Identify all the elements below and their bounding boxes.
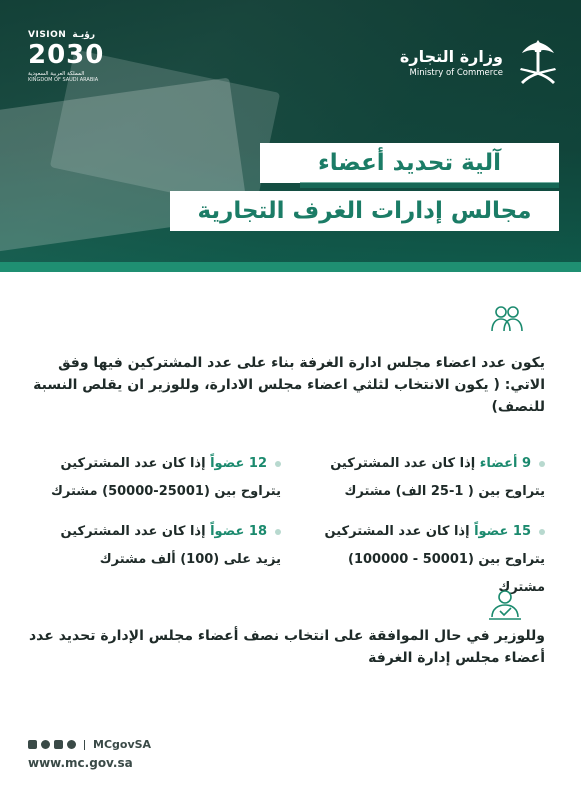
item-range: يتراوح بين (50001 - 100000) مشترك: [348, 552, 545, 595]
people-icon: [490, 303, 524, 333]
vision-kingdom-en: KINGDOM OF SAUDI ARABIA: [28, 77, 99, 83]
social-handle[interactable]: MCgovSA: [93, 738, 152, 751]
separator: [84, 740, 85, 750]
twitter-icon[interactable]: [67, 740, 76, 749]
person-check-icon: [488, 589, 522, 621]
bullet-dot: [539, 461, 545, 467]
ministry-logo: [400, 38, 561, 86]
item-range: يزيد على (100) ألف مشترك: [99, 552, 281, 567]
title-line-1-box: [260, 143, 559, 183]
member-count: 9 أعضاء: [479, 456, 531, 471]
social-row: [28, 738, 151, 751]
page-title-line-1: آلية تحديد أعضاء: [318, 150, 501, 176]
vision-kingdom-ar: المملكة العربية السعودية: [28, 71, 85, 77]
youtube-icon[interactable]: [28, 740, 37, 749]
page-title-line-2: مجالس إدارات الغرف التجارية: [197, 198, 532, 224]
title-line-2-box: [170, 191, 559, 231]
bullet-dot: [539, 529, 545, 535]
bullet-dot: [275, 461, 281, 467]
vision-word-en: VISION: [28, 30, 67, 40]
vision-word-ar: رؤيـة: [72, 30, 96, 40]
hero-bottom-band: [0, 262, 581, 272]
item-condition: إذا كان عدد المشتركين: [324, 524, 470, 539]
title-accent-bar: [300, 182, 559, 188]
item-condition: إذا كان عدد المشتركين: [60, 524, 206, 539]
closing-paragraph: وللوزير في حال الموافقة على انتخاب نصف أعضاء مجلس الإدارة تحديد عدد أعضاء مجلس إدارة الغرفة: [29, 628, 545, 666]
list-item: [31, 450, 281, 506]
item-condition: إذا كان عدد المشتركين: [60, 456, 206, 471]
instagram-icon[interactable]: [41, 740, 50, 749]
bullet-dot: [275, 529, 281, 535]
list-item: [305, 450, 545, 506]
item-condition: إذا كان عدد المشتركين: [330, 456, 476, 471]
ministry-name-ar: وزارة التجارة: [399, 46, 503, 66]
member-count: 18 عضواً: [210, 524, 267, 539]
website-link[interactable]: www.mc.gov.sa: [28, 756, 133, 770]
list-item: [31, 518, 281, 574]
facebook-icon[interactable]: [54, 740, 63, 749]
vision-2030-logo: [28, 30, 138, 110]
item-range: يتراوح بين (25001-50000) مشترك: [51, 484, 281, 499]
ministry-name-en: Ministry of Commerce: [409, 67, 503, 78]
item-range: يتراوح بين ( 1-25 الف) مشترك: [344, 484, 545, 499]
intro-paragraph: يكون عدد اعضاء مجلس ادارة الغرفة بناء على عدد المشتركين فيها وفق الاتي: ( يكون الانتخاب لثلثي اعضاء مجلس الادارة، وللوزير ان يقلص النسبة للنصف): [33, 355, 545, 415]
member-count: 12 عضواً: [210, 456, 267, 471]
member-count: 15 عضواً: [474, 524, 531, 539]
palm-swords-emblem-icon: [515, 38, 561, 86]
footer: [28, 738, 151, 770]
vision-year: 2030: [28, 40, 105, 70]
